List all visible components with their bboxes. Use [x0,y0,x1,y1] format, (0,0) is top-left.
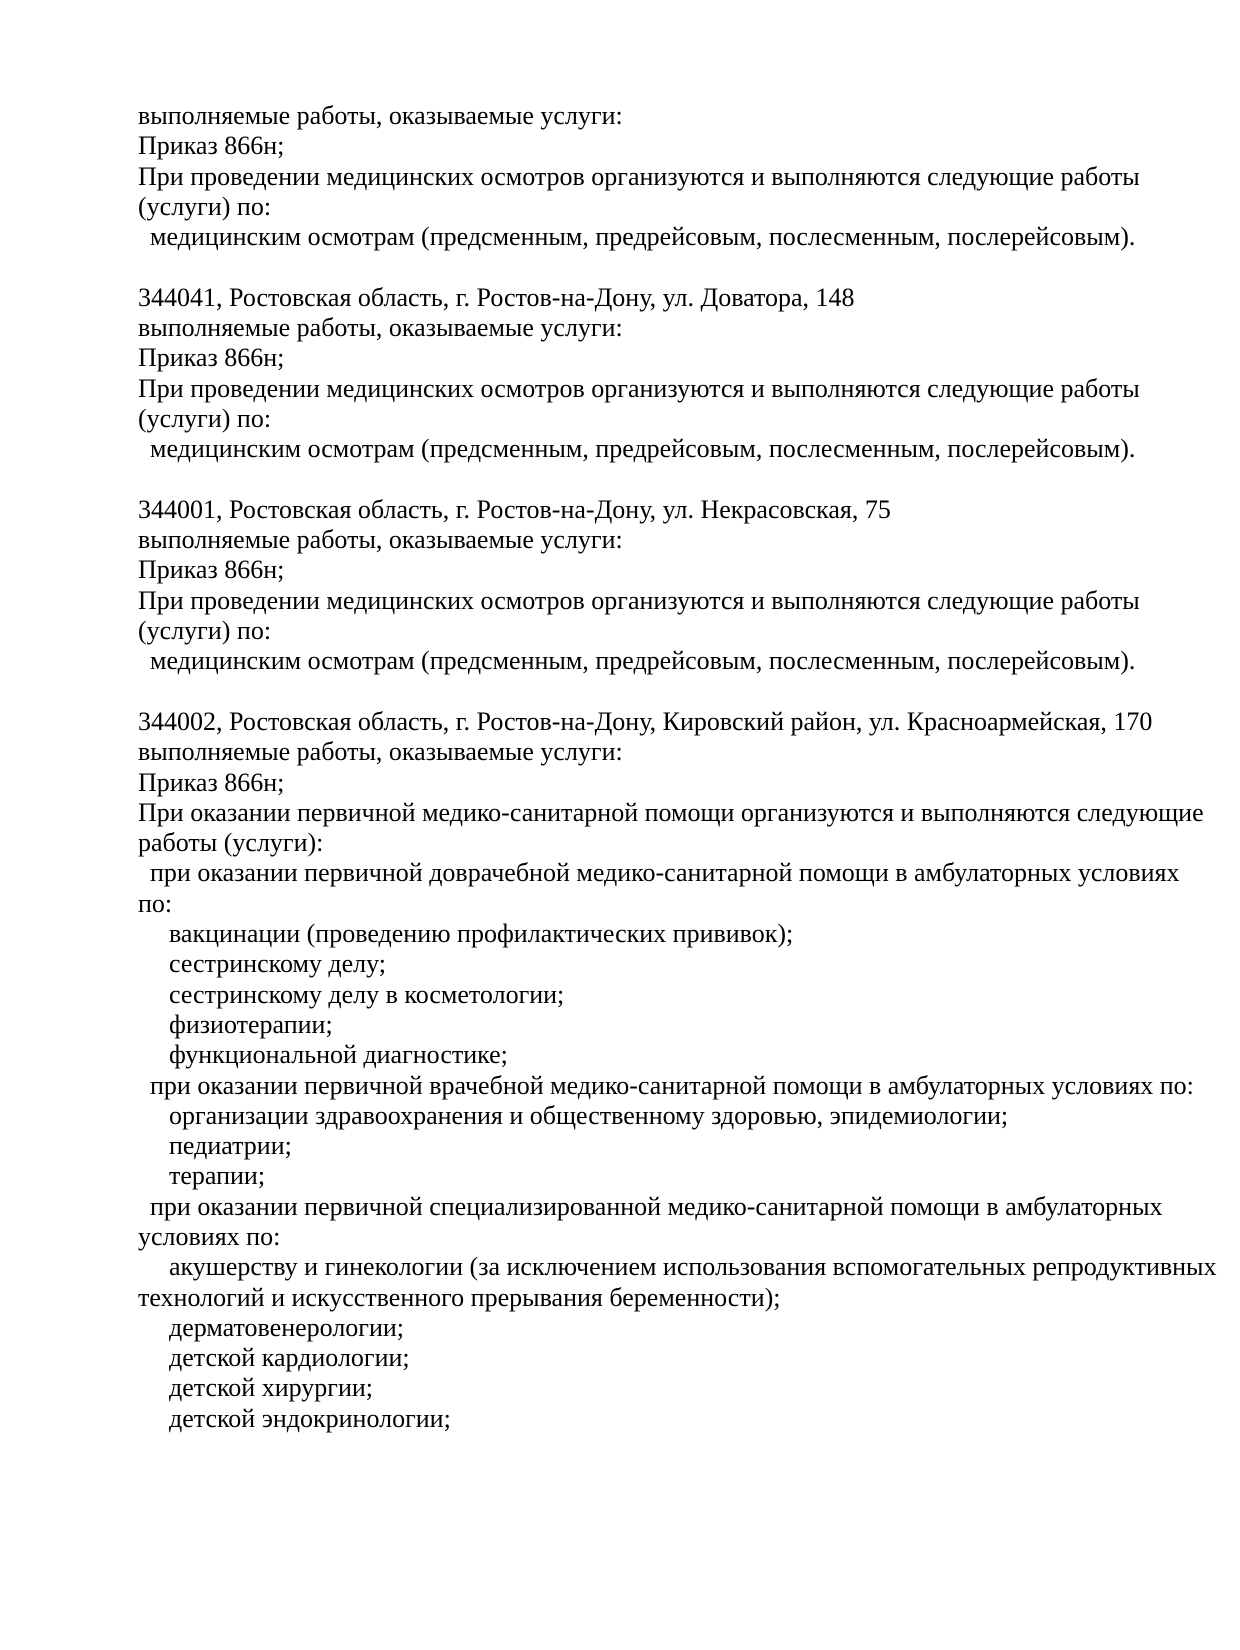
service-item: медицинским осмотрам (предсменным, предрейсовым, послесменным, послерейсовым). [150,646,1136,676]
address-line: 344041, Ростовская область, г. Ростов-на-Дону, ул. Доватора, 148 [138,282,855,312]
paragraph-line: При проведении медицинских осмотров организуются и выполняются следующие работы [138,161,1140,191]
paragraph-line: (услуги) по: [138,403,272,433]
service-item: медицинским осмотрам (предсменным, предрейсовым, послесменным, послерейсовым). [150,434,1136,464]
works-services-label: выполняемые работы, оказываемые услуги: [138,101,623,130]
order-reference: Приказ 866н; [138,131,285,161]
paragraph-line: по: [138,888,173,918]
service-item: педиатрии; [169,1131,292,1161]
service-item: сестринскому делу в косметологии; [169,979,565,1009]
service-item: вакцинации (проведению профилактических прививок); [169,919,794,949]
paragraph-line: (услуги) по: [138,616,272,646]
text-block [138,495,1200,677]
service-item: организации здравоохранения и общественному здоровью, эпидемиологии; [169,1100,1009,1130]
service-item: дерматовенерологии; [169,1312,405,1342]
paragraph-line: условиях по: [138,1221,281,1251]
works-services-label: выполняемые работы, оказываемые услуги: [138,313,623,343]
service-item: детской кардиологии; [169,1343,410,1373]
service-item: сестринскому делу; [169,949,387,979]
address-line: 344001, Ростовская область, г. Ростов-на-Дону, ул. Некрасовская, 75 [138,494,891,524]
works-services-label: выполняемые работы, оказываемые услуги: [138,525,623,555]
paragraph-line: При проведении медицинских осмотров организуются и выполняются следующие работы [138,373,1140,403]
paragraph-line: При оказании первичной медико-санитарной помощи организуются и выполняются следующие [138,797,1204,827]
paragraph-line: (услуги) по: [138,191,272,221]
order-reference: Приказ 866н; [138,343,285,373]
text-block [138,706,1217,1434]
service-item: технологий и искусственного прерывания беременности); [138,1282,781,1312]
service-item: функциональной диагностике; [169,1040,508,1070]
paragraph-line: при оказании первичной специализированной медико-санитарной помощи в амбулаторных [150,1191,1163,1221]
document-content [138,101,1217,1434]
paragraph-line: При проведении медицинских осмотров организуются и выполняются следующие работы [138,585,1140,615]
service-item: акушерству и гинекологии (за исключением использования вспомогательных репродуктивных [169,1252,1217,1282]
service-item: детской хирургии; [169,1373,374,1403]
address-line: 344002, Ростовская область, г. Ростов-на-Дону, Кировский район, ул. Красноармейская, 170 [138,706,1153,736]
paragraph-line: при оказании первичной доврачебной медико-санитарной помощи в амбулаторных условиях [150,858,1180,888]
paragraph-line: при оказании первичной врачебной медико-санитарной помощи в амбулаторных условиях по: [150,1070,1194,1100]
service-item: детской эндокринологии; [169,1403,451,1433]
service-item: медицинским осмотрам (предсменным, предрейсовым, послесменным, послерейсовым). [150,222,1136,252]
service-item: физиотерапии; [169,1009,333,1039]
paragraph-line: работы (услуги): [138,828,324,858]
works-services-label: выполняемые работы, оказываемые услуги: [138,737,623,767]
service-item: терапии; [169,1161,266,1191]
order-reference: Приказ 866н; [138,767,285,797]
order-reference: Приказ 866н; [138,555,285,585]
text-block [138,283,1200,465]
text-block [138,101,1200,252]
